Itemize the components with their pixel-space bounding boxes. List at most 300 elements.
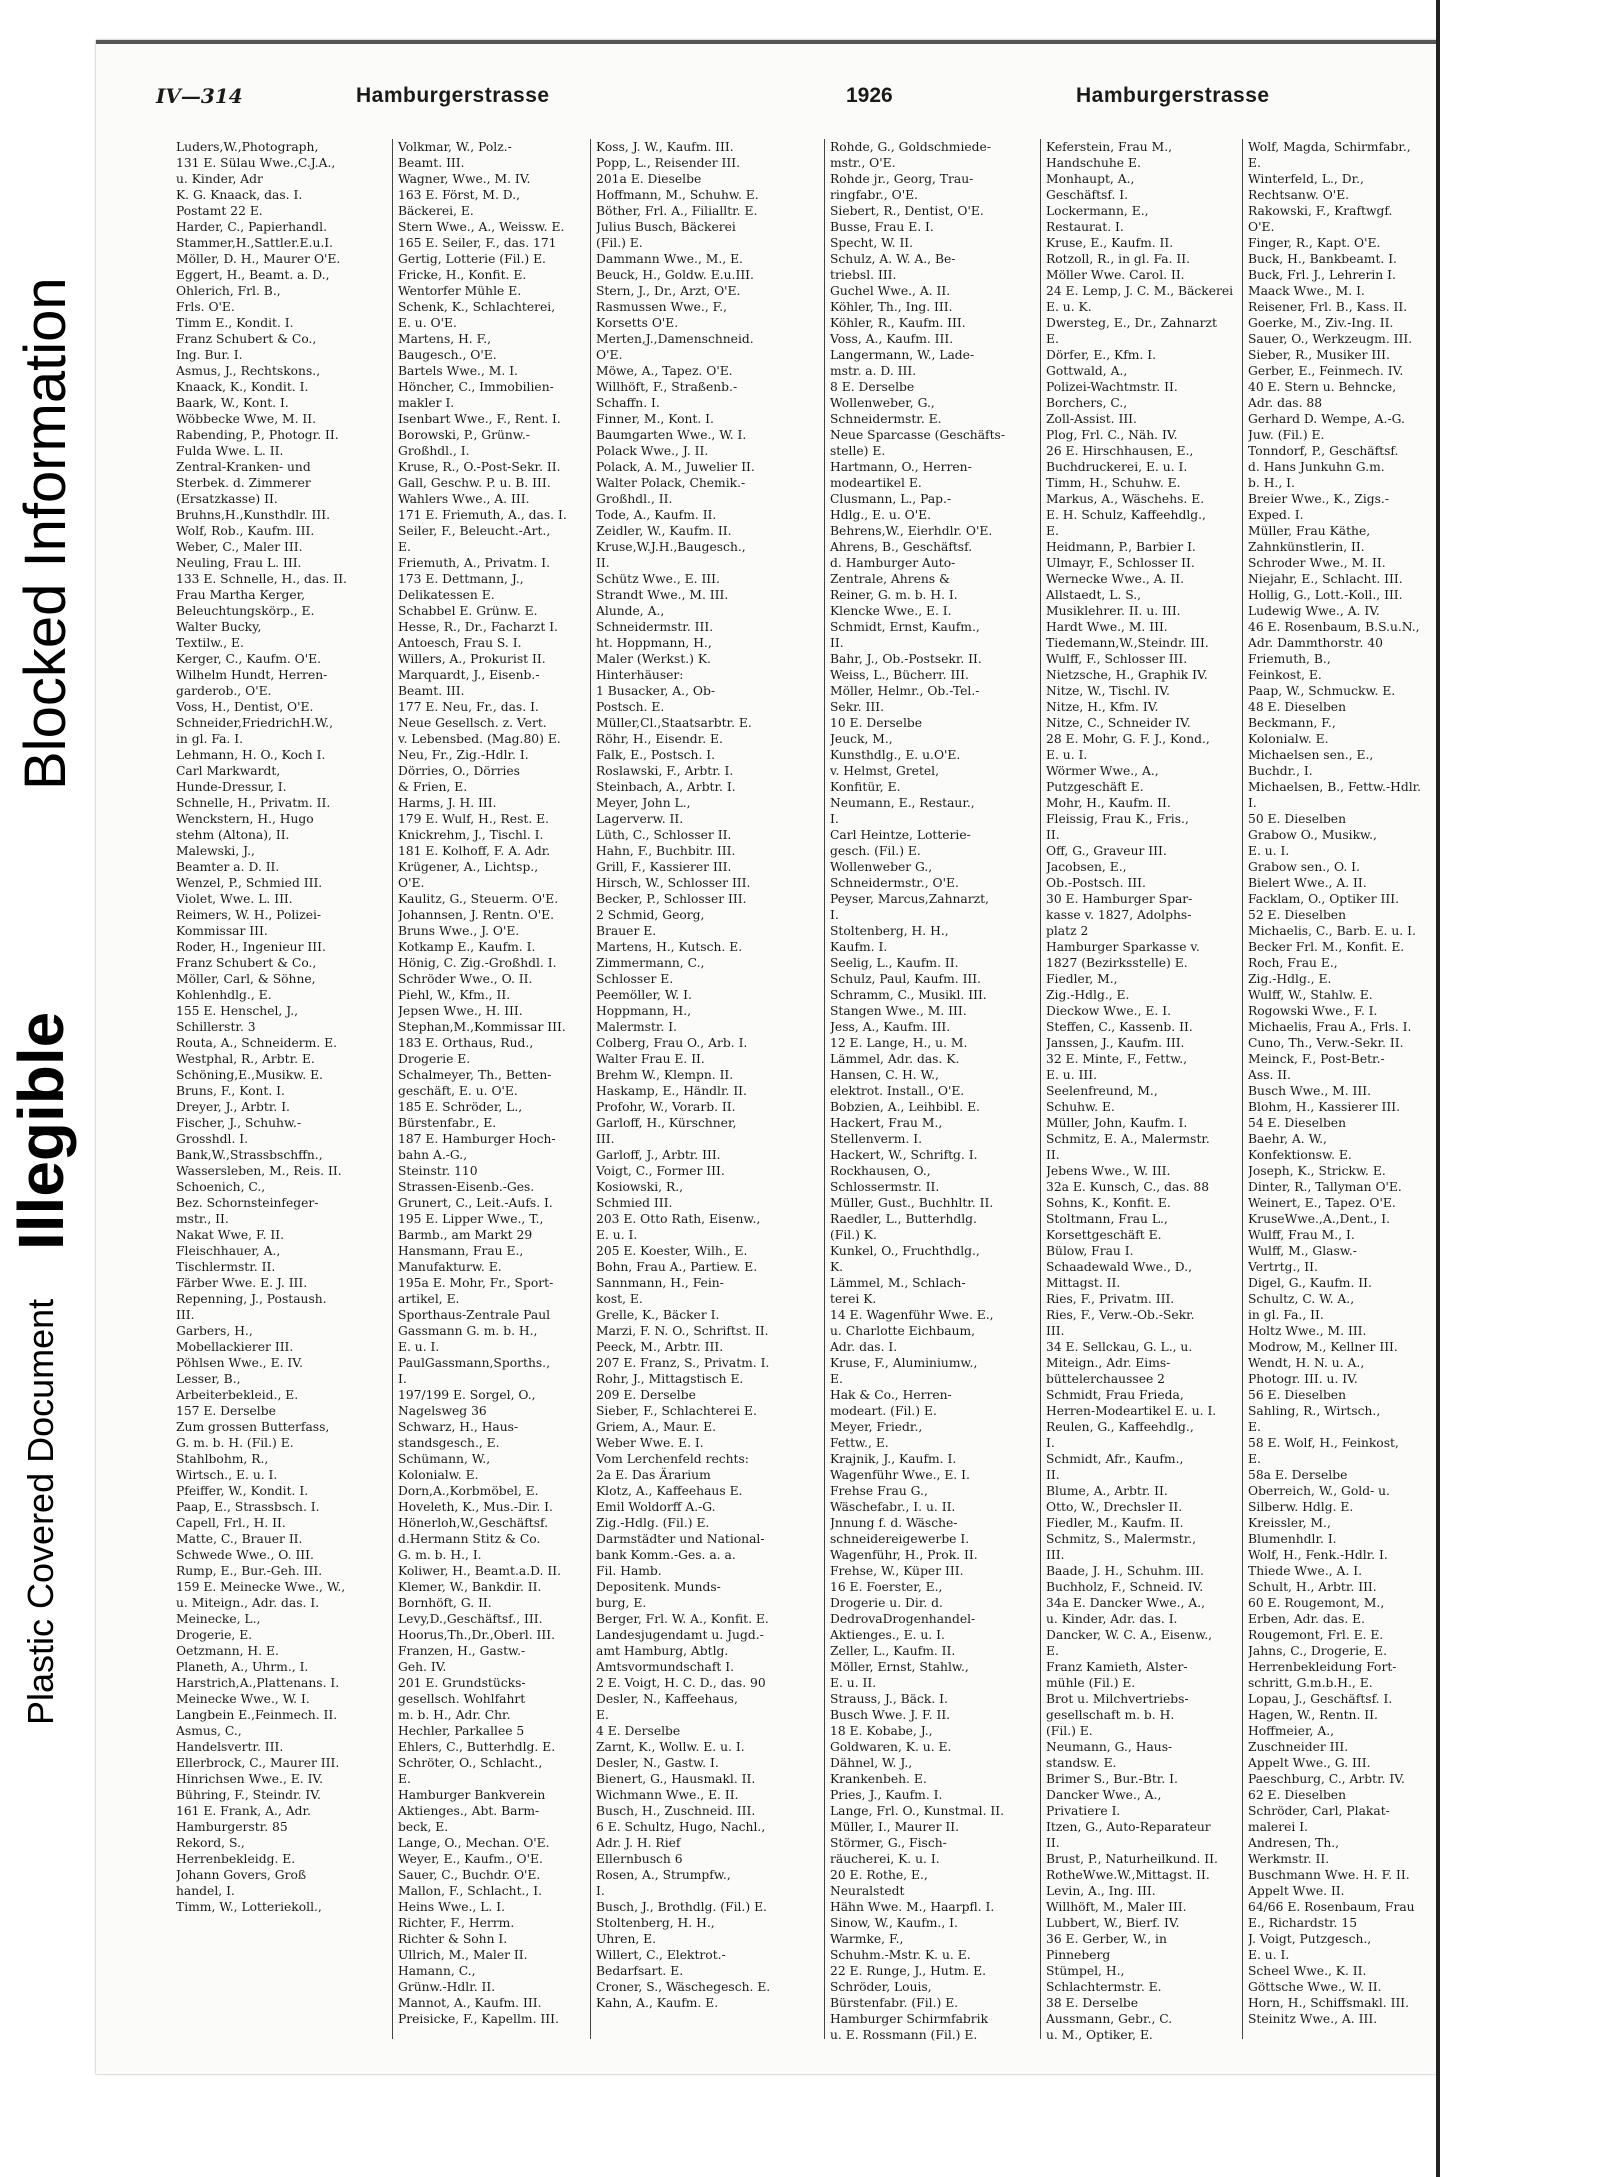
directory-line: Ing. Bur. I. xyxy=(176,348,243,362)
directory-line: Timm, H., Schuhw. E. xyxy=(1046,476,1181,490)
directory-line: Meinck, F., Post-Betr.- xyxy=(1248,1052,1385,1066)
column-5 xyxy=(1046,139,1254,2044)
directory-line: Strandt Wwe., M. III. xyxy=(596,588,729,602)
directory-line: Baade, J. H., Schuhm. III. xyxy=(1046,1564,1204,1578)
directory-line: 159 E. Meinecke Wwe., W., xyxy=(176,1580,346,1594)
directory-line: 38 E. Derselbe xyxy=(1046,1996,1139,2010)
directory-line: Drogerie u. Dir. d. xyxy=(830,1596,943,1610)
directory-line: Arbeiterbekleid., E. xyxy=(176,1388,299,1402)
directory-line: Grelle, K., Bäcker I. xyxy=(596,1308,720,1322)
directory-line: Großhdl., II. xyxy=(596,492,673,506)
directory-line: Bäckerei, E. xyxy=(398,204,474,218)
directory-line: d.Hermann Stitz & Co. xyxy=(398,1532,541,1546)
directory-line: Hesse, R., Dr., Facharzt I. xyxy=(398,620,558,634)
directory-line: E. xyxy=(1046,332,1059,346)
directory-line: Wäschefabr., I. u. II. xyxy=(830,1500,956,1514)
directory-line: Julius Busch, Bäckerei xyxy=(596,220,736,234)
directory-line: Paeschburg, C., Arbtr. IV. xyxy=(1248,1772,1405,1786)
directory-line: Voss, H., Dentist, O'E. xyxy=(176,700,314,714)
directory-line: Wulff, F., Schlosser III. xyxy=(1046,652,1188,666)
directory-line: Herrenbekleidung Fort- xyxy=(1248,1660,1397,1674)
directory-line: Seelenfreund, M., xyxy=(1046,1084,1158,1098)
directory-line: Busch Wwe. J. F. II. xyxy=(830,1708,951,1722)
directory-line: Buck, Frl. J., Lehrerin I. xyxy=(1248,268,1396,282)
directory-line: 209 E. Derselbe xyxy=(596,1388,696,1402)
directory-line: 181 E. Kolhoff, F. A. Adr. xyxy=(398,844,551,858)
directory-line: E. xyxy=(1046,1644,1059,1658)
directory-line: Fiedler, M., Kaufm. II. xyxy=(1046,1516,1184,1530)
directory-line: Grosshdl. I. xyxy=(176,1132,249,1146)
directory-line: Textilw., E. xyxy=(176,636,244,650)
directory-line: Otto, W., Drechsler II. xyxy=(1046,1500,1183,1514)
directory-line: Willhöft, F., Straßenb.- xyxy=(596,380,738,394)
page-number: IV—314 xyxy=(156,84,243,108)
directory-line: bank Komm.-Ges. a. a. xyxy=(596,1548,736,1562)
directory-line: Brehm W., Klempn. II. xyxy=(596,1068,734,1082)
directory-line: Pries, J., Kaufm. I. xyxy=(830,1788,943,1802)
directory-line: 64/66 E. Rosenbaum, Frau xyxy=(1248,1900,1415,1914)
directory-line: Neumann, G., Haus- xyxy=(1046,1740,1173,1754)
directory-line: Photogr. III. u. IV. xyxy=(1248,1372,1358,1386)
directory-line: Marquardt, J., Eisenb.- xyxy=(398,668,540,682)
directory-line: Breier Wwe., K., Zigs.- xyxy=(1248,492,1389,506)
directory-line: Wahlers Wwe., A. III. xyxy=(398,492,530,506)
directory-line: Bielert Wwe., A. II. xyxy=(1248,876,1367,890)
directory-line: schneidereigewerbe I. xyxy=(830,1532,970,1546)
directory-line: Siebert, R., Dentist, O'E. xyxy=(830,204,984,218)
directory-line: Müller, John, Kaufm. I. xyxy=(1046,1116,1188,1130)
directory-line: Schneidermstr., O'E. xyxy=(830,876,959,890)
directory-line: Schulz, Paul, Kaufm. III. xyxy=(830,972,982,986)
directory-line: 50 E. Dieselben xyxy=(1248,812,1347,826)
directory-line: Konfitür, E. xyxy=(830,780,901,794)
directory-line: Fil. Hamb. xyxy=(596,1564,662,1578)
directory-line: Mannot, A., Kaufm. III. xyxy=(398,1996,542,2010)
directory-line: Paap, E., Strassbsch. I. xyxy=(176,1500,320,1514)
directory-line: Aussmann, Gebr., C. xyxy=(1046,2012,1173,2026)
directory-line: Bartels Wwe., M. I. xyxy=(398,364,518,378)
directory-line: Matte, C., Brauer II. xyxy=(176,1532,303,1546)
directory-line: Asmus, J., Rechtskons., xyxy=(176,364,321,378)
directory-line: Stern Wwe., A., Weissw. E. xyxy=(398,220,565,234)
directory-line: Landesjugendamt u. Jugd.- xyxy=(596,1628,764,1642)
directory-line: Dörries, O., Dörries xyxy=(398,764,520,778)
directory-line: Kotkamp E., Kaufm. I. xyxy=(398,940,536,954)
directory-line: Busch Wwe., M. III. xyxy=(1248,1084,1372,1098)
directory-line: 197/199 E. Sorgel, O., xyxy=(398,1388,536,1402)
directory-line: Meyer, Friedr., xyxy=(830,1420,923,1434)
directory-line: Schröder Wwe., O. II. xyxy=(398,972,533,986)
directory-line: Westphal, R., Arbtr. E. xyxy=(176,1052,315,1066)
directory-line: Adr. das. 88 xyxy=(1248,396,1323,410)
directory-line: Konfektionsw. E. xyxy=(1248,1148,1352,1162)
directory-line: Goldwaren, K. u. E. xyxy=(830,1740,952,1754)
directory-line: 54 E. Dieselben xyxy=(1248,1116,1347,1130)
directory-line: 161 E. Frank, A., Adr. xyxy=(176,1804,311,1818)
directory-line: Schnelle, H., Privatm. II. xyxy=(176,796,331,810)
directory-line: 165 E. Seiler, F., das. 171 xyxy=(398,236,557,250)
directory-line: Wendt, H. N. u. A., xyxy=(1248,1356,1365,1370)
directory-line: Merten,J.,Damenschneid. xyxy=(596,332,754,346)
directory-line: Göttsche Wwe., W. II. xyxy=(1248,1980,1382,1994)
directory-line: Hardt Wwe., M. III. xyxy=(1046,620,1168,634)
directory-line: Beamt. III. xyxy=(398,156,465,170)
directory-line: Schneidermstr. III. xyxy=(596,620,714,634)
directory-line: (Ersatzkasse) II. xyxy=(176,492,278,506)
directory-line: 6 E. Schultz, Hugo, Nachl., xyxy=(596,1820,766,1834)
directory-line: Harder, C., Papierhandl. xyxy=(176,220,328,234)
directory-line: Hoppmann, H., xyxy=(596,1004,692,1018)
directory-line: Uhren, E. xyxy=(596,1932,657,1946)
directory-line: Aktienges., Abt. Barm- xyxy=(398,1804,540,1818)
directory-line: Buchdruckerei, E. u. I. xyxy=(1046,460,1188,474)
directory-line: Modrow, M., Kellner III. xyxy=(1248,1340,1398,1354)
directory-line: Nitze, C., Schneider IV. xyxy=(1046,716,1191,730)
directory-line: I. xyxy=(1046,1436,1055,1450)
directory-line: u. M., Optiker, E. xyxy=(1046,2028,1153,2042)
directory-line: stelle) E. xyxy=(830,444,886,458)
directory-line: 28 E. Mohr, G. F. J., Kond., xyxy=(1046,732,1210,746)
directory-line: Hoffmann, M., Schuhw. E. xyxy=(596,188,759,202)
directory-line: Bühring, F., Steindr. IV. xyxy=(176,1788,321,1802)
directory-line: Kosiowski, R., xyxy=(596,1180,684,1194)
directory-line: 10 E. Derselbe xyxy=(830,716,923,730)
directory-line: Gerber, E., Feinmech. IV. xyxy=(1248,364,1404,378)
directory-line: Hak & Co., Herren- xyxy=(830,1388,952,1402)
directory-line: E., Richardstr. 15 xyxy=(1248,1916,1358,1930)
directory-line: Korsetts O'E. xyxy=(596,316,679,330)
directory-line: Möller Wwe. Carol. II. xyxy=(1046,268,1185,282)
directory-line: ht. Hoppmann, H., xyxy=(596,636,712,650)
directory-line: Frau Martha Kerger, xyxy=(176,588,306,602)
directory-line: Vertrtg., II. xyxy=(1248,1260,1318,1274)
directory-line: Meinecke Wwe., W. I. xyxy=(176,1692,310,1706)
directory-line: 32 E. Minte, F., Fettw., xyxy=(1046,1052,1188,1066)
directory-line: handel, I. xyxy=(176,1884,235,1898)
directory-line: Raedler, L., Butterhdlg. xyxy=(830,1212,977,1226)
directory-line: Hönig, C. Zig.-Großhdl. I. xyxy=(398,956,557,970)
directory-line: Kaulitz, G., Steuerm. O'E. xyxy=(398,892,559,906)
directory-line: Fulda Wwe. L. II. xyxy=(176,444,284,458)
directory-line: Rohde jr., Georg, Trau- xyxy=(830,172,974,186)
directory-line: Kruse,W.J.H.,Baugesch., xyxy=(596,540,746,554)
directory-line: Bedarfsart. E. xyxy=(596,1964,684,1978)
directory-line: Heidmann, P., Barbier I. xyxy=(1046,540,1196,554)
directory-line: G. m. b. H., I. xyxy=(398,1548,482,1562)
directory-line: Hollig, G., Lott.-Koll., III. xyxy=(1248,588,1403,602)
directory-line: Finner, M., Kont. I. xyxy=(596,412,714,426)
directory-line: Schultz, C. W. A., xyxy=(1248,1292,1355,1306)
directory-line: E. u. I. xyxy=(398,1340,440,1354)
directory-line: 155 E. Henschel, J., xyxy=(176,1004,299,1018)
directory-line: 16 E. Foerster, E., xyxy=(830,1580,943,1594)
directory-line: Dreyer, J., Arbtr. I. xyxy=(176,1100,290,1114)
directory-line: Mallon, F., Schlacht., I. xyxy=(398,1884,543,1898)
directory-line: Alunde, A., xyxy=(596,604,665,618)
directory-line: Gall, Geschw. P. u. B. III. xyxy=(398,476,551,490)
directory-line: Dieckow Wwe., E. I. xyxy=(1046,1004,1171,1018)
directory-line: Bruns Wwe., J. O'E. xyxy=(398,924,520,938)
directory-line: Kunsthdlg., E. u.O'E. xyxy=(830,748,961,762)
directory-line: Adr. das. I. xyxy=(830,1340,898,1354)
directory-line: Lange, O., Mechan. O'E. xyxy=(398,1836,550,1850)
directory-line: kasse v. 1827, Adolphs- xyxy=(1046,908,1192,922)
directory-line: Schmidt, Frau Frieda, xyxy=(1046,1388,1184,1402)
directory-line: Feinkost, E. xyxy=(1248,668,1322,682)
directory-line: Jeuck, M., xyxy=(830,732,893,746)
directory-line: Kerger, C., Kaufm. O'E. xyxy=(176,652,322,666)
directory-line: E. xyxy=(398,540,411,554)
directory-line: Polack Wwe., J. II. xyxy=(596,444,709,458)
directory-line: Nietzsche, H., Graphik IV. xyxy=(1046,668,1208,682)
directory-line: E. xyxy=(398,1772,411,1786)
directory-line: Schneider,FriedrichH.W., xyxy=(176,716,333,730)
directory-line: Krankenbeh. E. xyxy=(830,1772,927,1786)
directory-line: Klencke Wwe., E. I. xyxy=(830,604,952,618)
directory-line: Peemöller, W. I. xyxy=(596,988,692,1002)
directory-line: II. xyxy=(1046,1148,1060,1162)
directory-line: Kolonialw. E. xyxy=(1248,732,1329,746)
directory-line: Möller, D. H., Maurer O'E. xyxy=(176,252,341,266)
directory-line: Nakat Wwe, F. II. xyxy=(176,1228,285,1242)
directory-line: Zentral-Kranken- und xyxy=(176,460,311,474)
directory-line: Steinstr. 110 xyxy=(398,1164,478,1178)
directory-line: Holtz Wwe., M. III. xyxy=(1248,1324,1367,1338)
directory-line: I. xyxy=(398,1372,407,1386)
directory-line: Schwarz, H., Haus- xyxy=(398,1420,519,1434)
directory-line: Gassmann G. m. b. H., xyxy=(398,1324,538,1338)
directory-line: K. G. Knaack, das. I. xyxy=(176,188,303,202)
directory-line: b. H., I. xyxy=(1248,476,1295,490)
directory-line: 24 E. Lemp, J. C. M., Bäckerei xyxy=(1046,284,1234,298)
directory-line: Wolf, Rob., Kaufm. III. xyxy=(176,524,315,538)
directory-line: Stümpel, H., xyxy=(1046,1964,1125,1978)
directory-line: Frls. O'E. xyxy=(176,300,235,314)
directory-line: Korsettgeschäft E. xyxy=(1046,1228,1162,1242)
directory-line: gesellschaft m. b. H. xyxy=(1046,1708,1175,1722)
directory-line: Schwede Wwe., O. III. xyxy=(176,1548,314,1562)
directory-line: Lehmann, H. O., Koch I. xyxy=(176,748,326,762)
illegible-label: Illegible xyxy=(5,1011,77,1250)
directory-line: 34a E. Dancker Wwe., A., xyxy=(1046,1596,1206,1610)
directory-line: Gottwald, A., xyxy=(1046,364,1128,378)
directory-line: Becker Frl. M., Konfit. E. xyxy=(1248,940,1405,954)
directory-line: 195 E. Lipper Wwe., T., xyxy=(398,1212,544,1226)
directory-line: Borchers, C., xyxy=(1046,396,1128,410)
directory-line: Lange, Frl. O., Kunstmal. II. xyxy=(830,1804,1005,1818)
directory-line: Seelig, L., Kaufm. II. xyxy=(830,956,959,970)
directory-line: Müller,Cl.,Staatsarbtr. E. xyxy=(596,716,752,730)
directory-line: Franz Schubert & Co., xyxy=(176,332,317,346)
directory-line: Bülow, Frau I. xyxy=(1046,1244,1134,1258)
directory-line: Becker, P., Schlosser III. xyxy=(596,892,747,906)
directory-line: 58 E. Wolf, H., Feinkost, xyxy=(1248,1436,1399,1450)
directory-line: Bürstenfabr., E. xyxy=(398,1116,497,1130)
directory-line: Strauss, J., Bäck. I. xyxy=(830,1692,948,1706)
directory-line: Schaffn. I. xyxy=(596,396,660,410)
directory-line: Lämmel, Adr. das. K. xyxy=(830,1052,960,1066)
directory-line: 48 E. Dieselben xyxy=(1248,700,1347,714)
directory-line: Popp, L., Reisender III. xyxy=(596,156,741,170)
left-street-title: Hamburgerstrasse xyxy=(356,84,550,107)
directory-line: G. m. b. H. (Fil.) E. xyxy=(176,1436,294,1450)
directory-line: KruseWwe.,A.,Dent., I. xyxy=(1248,1212,1391,1226)
directory-line: Grünw.-Hdlr. II. xyxy=(398,1980,496,1994)
directory-line: III. xyxy=(176,1308,195,1322)
directory-line: Nagelsweg 36 xyxy=(398,1404,487,1418)
directory-line: Plog, Frl. C., Näh. IV. xyxy=(1046,428,1178,442)
directory-line: Carl Markwardt, xyxy=(176,764,281,778)
directory-line: Sieber, F., Schlachterei E. xyxy=(596,1404,757,1418)
directory-line: Baark, W., Kont. I. xyxy=(176,396,289,410)
column-rule xyxy=(1040,139,1041,2039)
directory-line: Rasmussen Wwe., F., xyxy=(596,300,728,314)
directory-line: Manufakturw. E. xyxy=(398,1260,502,1274)
directory-line: mühle (Fil.) E. xyxy=(1046,1676,1136,1690)
directory-line: Herrenbekleidg. E. xyxy=(176,1852,296,1866)
directory-line: elektrot. Install., O'E. xyxy=(830,1084,965,1098)
directory-line: Richter, F., Herrm. xyxy=(398,1916,515,1930)
directory-line: Appelt Wwe., G. III. xyxy=(1248,1756,1371,1770)
directory-line: Dancker, W. C. A., Eisenw., xyxy=(1046,1628,1213,1642)
directory-line: Digel, G., Kaufm. II. xyxy=(1248,1276,1372,1290)
directory-line: Stangen Wwe., M. III. xyxy=(830,1004,967,1018)
directory-line: terei K. xyxy=(830,1292,877,1306)
directory-line: Schmitz, S., Malermstr., xyxy=(1046,1532,1197,1546)
directory-line: Hönerloh,W.,Geschäftsf. xyxy=(398,1516,549,1530)
directory-line: Stoltmann, Frau L., xyxy=(1046,1212,1168,1226)
directory-line: Schroder Wwe., M. II. xyxy=(1248,556,1386,570)
directory-line: Pinneberg xyxy=(1046,1948,1111,1962)
directory-line: Malermstr. I. xyxy=(596,1020,678,1034)
directory-line: Ehlers, C., Butterhdlg. E. xyxy=(398,1740,556,1754)
directory-line: Hoveleth, K., Mus.-Dir. I. xyxy=(398,1500,553,1514)
directory-line: Profohr, W., Vorarb. II. xyxy=(596,1100,736,1114)
directory-line: artikel, E. xyxy=(398,1292,460,1306)
blocked-label: Blocked Information xyxy=(13,277,78,790)
directory-line: 157 E. Derselbe xyxy=(176,1404,276,1418)
directory-line: Schneidermstr. E. xyxy=(830,412,942,426)
directory-line: Cuno, Th., Verw.-Sekr. II. xyxy=(1248,1036,1404,1050)
directory-line: Neuralstedt xyxy=(830,1884,905,1898)
directory-line: Schlossermstr. II. xyxy=(830,1180,940,1194)
directory-line: räucherei, K. u. I. xyxy=(830,1852,940,1866)
directory-line: Großhdl., I. xyxy=(398,444,470,458)
directory-line: 203 E. Otto Rath, Eisenw., xyxy=(596,1212,761,1226)
directory-line: Rockhausen, O., xyxy=(830,1164,931,1178)
directory-line: Blumenhdlr. I. xyxy=(1248,1532,1337,1546)
directory-line: Grunert, C., Leit.-Aufs. I. xyxy=(398,1196,553,1210)
directory-line: Wulff, M., Glasw.- xyxy=(1248,1244,1357,1258)
directory-line: Allstaedt, L. S., xyxy=(1046,588,1142,602)
directory-line: Exped. I. xyxy=(1248,508,1304,522)
directory-line: Hinterhäuser: xyxy=(596,668,684,682)
directory-line: Garbers, H., xyxy=(176,1324,253,1338)
directory-line: Ahrens, B., Geschäftsf. xyxy=(830,540,973,554)
directory-line: E. xyxy=(1248,1420,1261,1434)
directory-line: Zig.-Hdlg. (Fil.) E. xyxy=(596,1516,710,1530)
directory-line: Kruse, R., O.-Post-Sekr. II. xyxy=(398,460,561,474)
directory-line: Garloff, H., Kürschner, xyxy=(596,1116,737,1130)
directory-line: Carl Heintze, Lotterie- xyxy=(830,828,971,842)
directory-line: Klemer, W., Bankdir. II. xyxy=(398,1580,542,1594)
directory-line: Walter Frau E. II. xyxy=(596,1052,705,1066)
directory-line: Ass. II. xyxy=(1248,1068,1291,1082)
directory-line: Langbein E.,Feinmech. II. xyxy=(176,1708,338,1722)
directory-line: E. u. I. xyxy=(1248,844,1290,858)
directory-line: Wentorfer Mühle E. xyxy=(398,284,522,298)
directory-line: Oberreich, W., Gold- u. xyxy=(1248,1484,1390,1498)
directory-line: Franzen, H., Gastw.- xyxy=(398,1644,526,1658)
directory-line: Adr. Dammthorstr. 40 xyxy=(1248,636,1383,650)
directory-line: E. xyxy=(830,1372,843,1386)
directory-line: Schabbel E. Grünw. E. xyxy=(398,604,538,618)
directory-line: Johannsen, J. Rentn. O'E. xyxy=(398,908,555,922)
directory-line: Markus, A., Wäschehs. E. xyxy=(1046,492,1205,506)
directory-line: Isenbart Wwe., F., Rent. I. xyxy=(398,412,561,426)
directory-line: Höncher, C., Immobilien- xyxy=(398,380,554,394)
directory-line: Buck, H., Bankbeamt. I. xyxy=(1248,252,1397,266)
directory-line: Schalmeyer, Th., Betten- xyxy=(398,1068,552,1082)
directory-line: Neue Gesellsch. z. Vert. xyxy=(398,716,547,730)
directory-line: Müller, Gust., Buchhltr. II. xyxy=(830,1196,994,1210)
directory-line: Amtsvormundschaft I. xyxy=(596,1660,735,1674)
directory-line: Haskamp, E., Händlr. II. xyxy=(596,1084,747,1098)
directory-line: 8 E. Derselbe xyxy=(830,380,915,394)
directory-line: E. u. I. xyxy=(1046,748,1088,762)
directory-line: burg, E. xyxy=(596,1596,647,1610)
directory-line: Ries, F., Privatm. III. xyxy=(1046,1292,1175,1306)
directory-line: Beleuchtungskörp., E. xyxy=(176,604,315,618)
directory-line: J. Voigt, Putzgesch., xyxy=(1248,1932,1372,1946)
directory-line: Finger, R., Kapt. O'E. xyxy=(1248,236,1381,250)
directory-line: Michaelis, C., Barb. E. u. I. xyxy=(1248,924,1416,938)
directory-line: 34 E. Sellckau, G. L., u. xyxy=(1046,1340,1193,1354)
directory-line: Kommissar III. xyxy=(176,924,268,938)
directory-line: Busch, H., Zuschneid. III. xyxy=(596,1804,756,1818)
column-2 xyxy=(398,139,606,2044)
directory-line: Juw. (Fil.) E. xyxy=(1248,428,1325,442)
directory-line: Ellernbusch 6 xyxy=(596,1852,683,1866)
directory-line: I. xyxy=(1248,796,1257,810)
directory-line: schritt, G.m.b.H., E. xyxy=(1248,1676,1373,1690)
directory-line: 185 E. Schröder, L., xyxy=(398,1100,523,1114)
directory-line: I. xyxy=(830,812,839,826)
directory-line: Dammann Wwe., M., E. xyxy=(596,252,743,266)
directory-line: Roch, Frau E., xyxy=(1248,956,1338,970)
directory-line: Tiedemann,W.,Steindr. III. xyxy=(1046,636,1209,650)
directory-line: standsw. E. xyxy=(1046,1756,1117,1770)
directory-line: Wirtsch., E. u. I. xyxy=(176,1468,278,1482)
directory-line: 26 E. Hirschhausen, E., xyxy=(1046,444,1194,458)
directory-line: E. u. O'E. xyxy=(398,316,457,330)
directory-line: Peyser, Marcus,Zahnarzt, xyxy=(830,892,989,906)
directory-line: Kruse, E., Kaufm. II. xyxy=(1046,236,1174,250)
directory-line: Baehr, A. W., xyxy=(1248,1132,1327,1146)
directory-line: Koliwer, H., Beamt.a.D. II. xyxy=(398,1564,561,1578)
directory-line: Kreissler, M., xyxy=(1248,1516,1331,1530)
column-6 xyxy=(1248,139,1436,2044)
directory-line: Wörmer Wwe., A., xyxy=(1046,764,1159,778)
directory-line: Kunkel, O., Fruchthdlg., xyxy=(830,1244,980,1258)
directory-line: Postsch. E. xyxy=(596,700,665,714)
directory-line: Fischer, J., Schuhw.- xyxy=(176,1116,302,1130)
directory-line: Zoll-Assist. III. xyxy=(1046,412,1137,426)
directory-line: Bank,W.,Strassbschffn., xyxy=(176,1148,323,1162)
directory-line: Rakowski, F., Kraftwgf. xyxy=(1248,204,1393,218)
directory-line: Mittagst. II. xyxy=(1046,1276,1121,1290)
directory-line: O'E. xyxy=(1248,220,1275,234)
